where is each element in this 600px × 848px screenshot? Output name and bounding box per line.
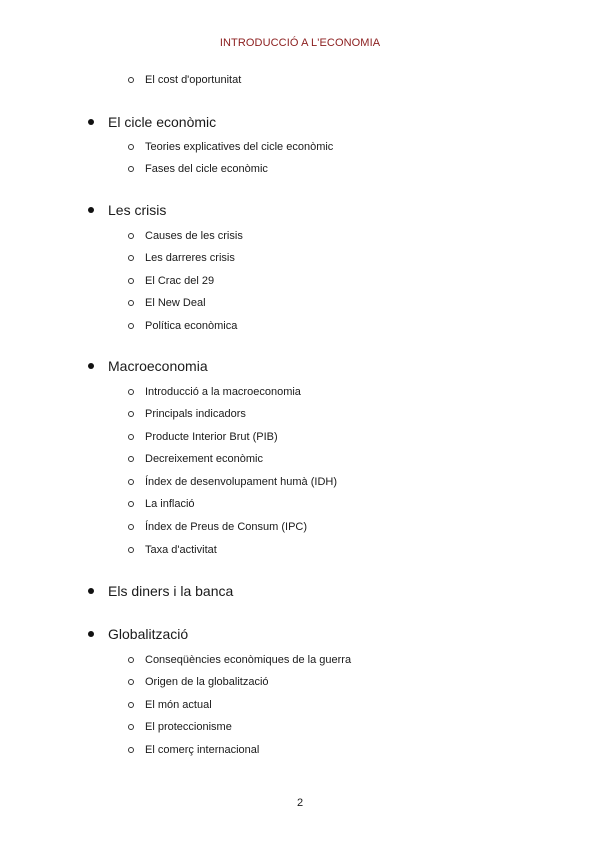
subitem-text: El comerç internacional [145, 744, 260, 756]
subitem-text: Causes de les crisis [145, 230, 243, 242]
section-title: Els diners i la banca [108, 583, 234, 599]
outline-subitem [145, 230, 243, 242]
section-title: Globalització [108, 626, 189, 642]
outline-subitem [145, 453, 263, 465]
hollow-bullet-icon [128, 479, 134, 485]
hollow-bullet-icon [128, 434, 134, 440]
subitem-text: Decreixement econòmic [145, 453, 263, 465]
section-title: El cicle econòmic [108, 114, 217, 130]
subitem-text: El proteccionisme [145, 721, 232, 733]
outline-item [108, 626, 188, 642]
outline-subitem [145, 476, 337, 488]
hollow-bullet-icon [128, 144, 134, 150]
outline-subitem [145, 721, 232, 733]
filled-bullet-icon [88, 588, 94, 594]
hollow-bullet-icon [128, 501, 134, 507]
outline-subitem [145, 521, 307, 533]
hollow-bullet-icon [128, 77, 134, 83]
outline-subitem [145, 431, 278, 443]
subitem-text: Introducció a la macroeconomia [145, 386, 301, 398]
outline-item [108, 583, 233, 599]
running-header: INTRODUCCIÓ A L'ECONOMIA [219, 37, 381, 49]
outline-subitem [145, 498, 195, 510]
hollow-bullet-icon [128, 255, 134, 261]
outline-item [108, 358, 208, 374]
hollow-bullet-icon [128, 300, 134, 306]
section-title: Macroeconomia [108, 358, 208, 374]
subitem-text: Política econòmica [145, 320, 238, 332]
outline-subitem [145, 275, 214, 287]
subitem-text: Conseqüències econòmiques de la guerra [145, 654, 352, 666]
subitem-text: Fases del cicle econòmic [145, 163, 268, 175]
outline-subitem [145, 699, 212, 711]
hollow-bullet-icon [128, 278, 134, 284]
subitem-text: El món actual [145, 699, 212, 711]
hollow-bullet-icon [128, 166, 134, 172]
subitem-text: Les darreres crisis [145, 252, 235, 264]
outline-subitem [145, 654, 351, 666]
outline-subitem [145, 320, 237, 332]
outline-subitem [145, 74, 241, 86]
outline-subitem [145, 386, 301, 398]
hollow-bullet-icon [128, 702, 134, 708]
subitem-text: El cost d'oportunitat [145, 74, 242, 86]
subitem-text: Teories explicatives del cicle econòmic [145, 141, 334, 153]
hollow-bullet-icon [128, 724, 134, 730]
outline-subitem [145, 544, 217, 556]
hollow-bullet-icon [128, 389, 134, 395]
subitem-text: El New Deal [145, 297, 206, 309]
hollow-bullet-icon [128, 679, 134, 685]
hollow-bullet-icon [128, 323, 134, 329]
filled-bullet-icon [88, 119, 94, 125]
outline-subitem [145, 297, 206, 309]
subitem-text: Producte Interior Brut (PIB) [145, 431, 278, 443]
subitem-text: Taxa d'activitat [145, 544, 217, 556]
outline-subitem [145, 408, 246, 420]
outline-subitem [145, 744, 259, 756]
subitem-text: La inflació [145, 498, 195, 510]
hollow-bullet-icon [128, 547, 134, 553]
outline-subitem [145, 676, 269, 688]
outline-item [108, 114, 216, 130]
outline-subitem [145, 163, 268, 175]
filled-bullet-icon [88, 363, 94, 369]
filled-bullet-icon [88, 207, 94, 213]
hollow-bullet-icon [128, 411, 134, 417]
hollow-bullet-icon [128, 657, 134, 663]
outline-subitem [145, 141, 333, 153]
outline-item [108, 202, 166, 218]
subitem-text: Índex de Preus de Consum (IPC) [145, 521, 308, 533]
subitem-text: El Crac del 29 [145, 275, 215, 287]
filled-bullet-icon [88, 631, 94, 637]
hollow-bullet-icon [128, 747, 134, 753]
outline-subitem [145, 252, 235, 264]
hollow-bullet-icon [128, 524, 134, 530]
subitem-text: Índex de desenvolupament humà (IDH) [145, 476, 337, 488]
page-number: 2 [296, 797, 304, 809]
subitem-text: Principals indicadors [145, 408, 246, 420]
hollow-bullet-icon [128, 233, 134, 239]
subitem-text: Origen de la globalització [145, 676, 269, 688]
hollow-bullet-icon [128, 456, 134, 462]
section-title: Les crisis [108, 202, 167, 218]
